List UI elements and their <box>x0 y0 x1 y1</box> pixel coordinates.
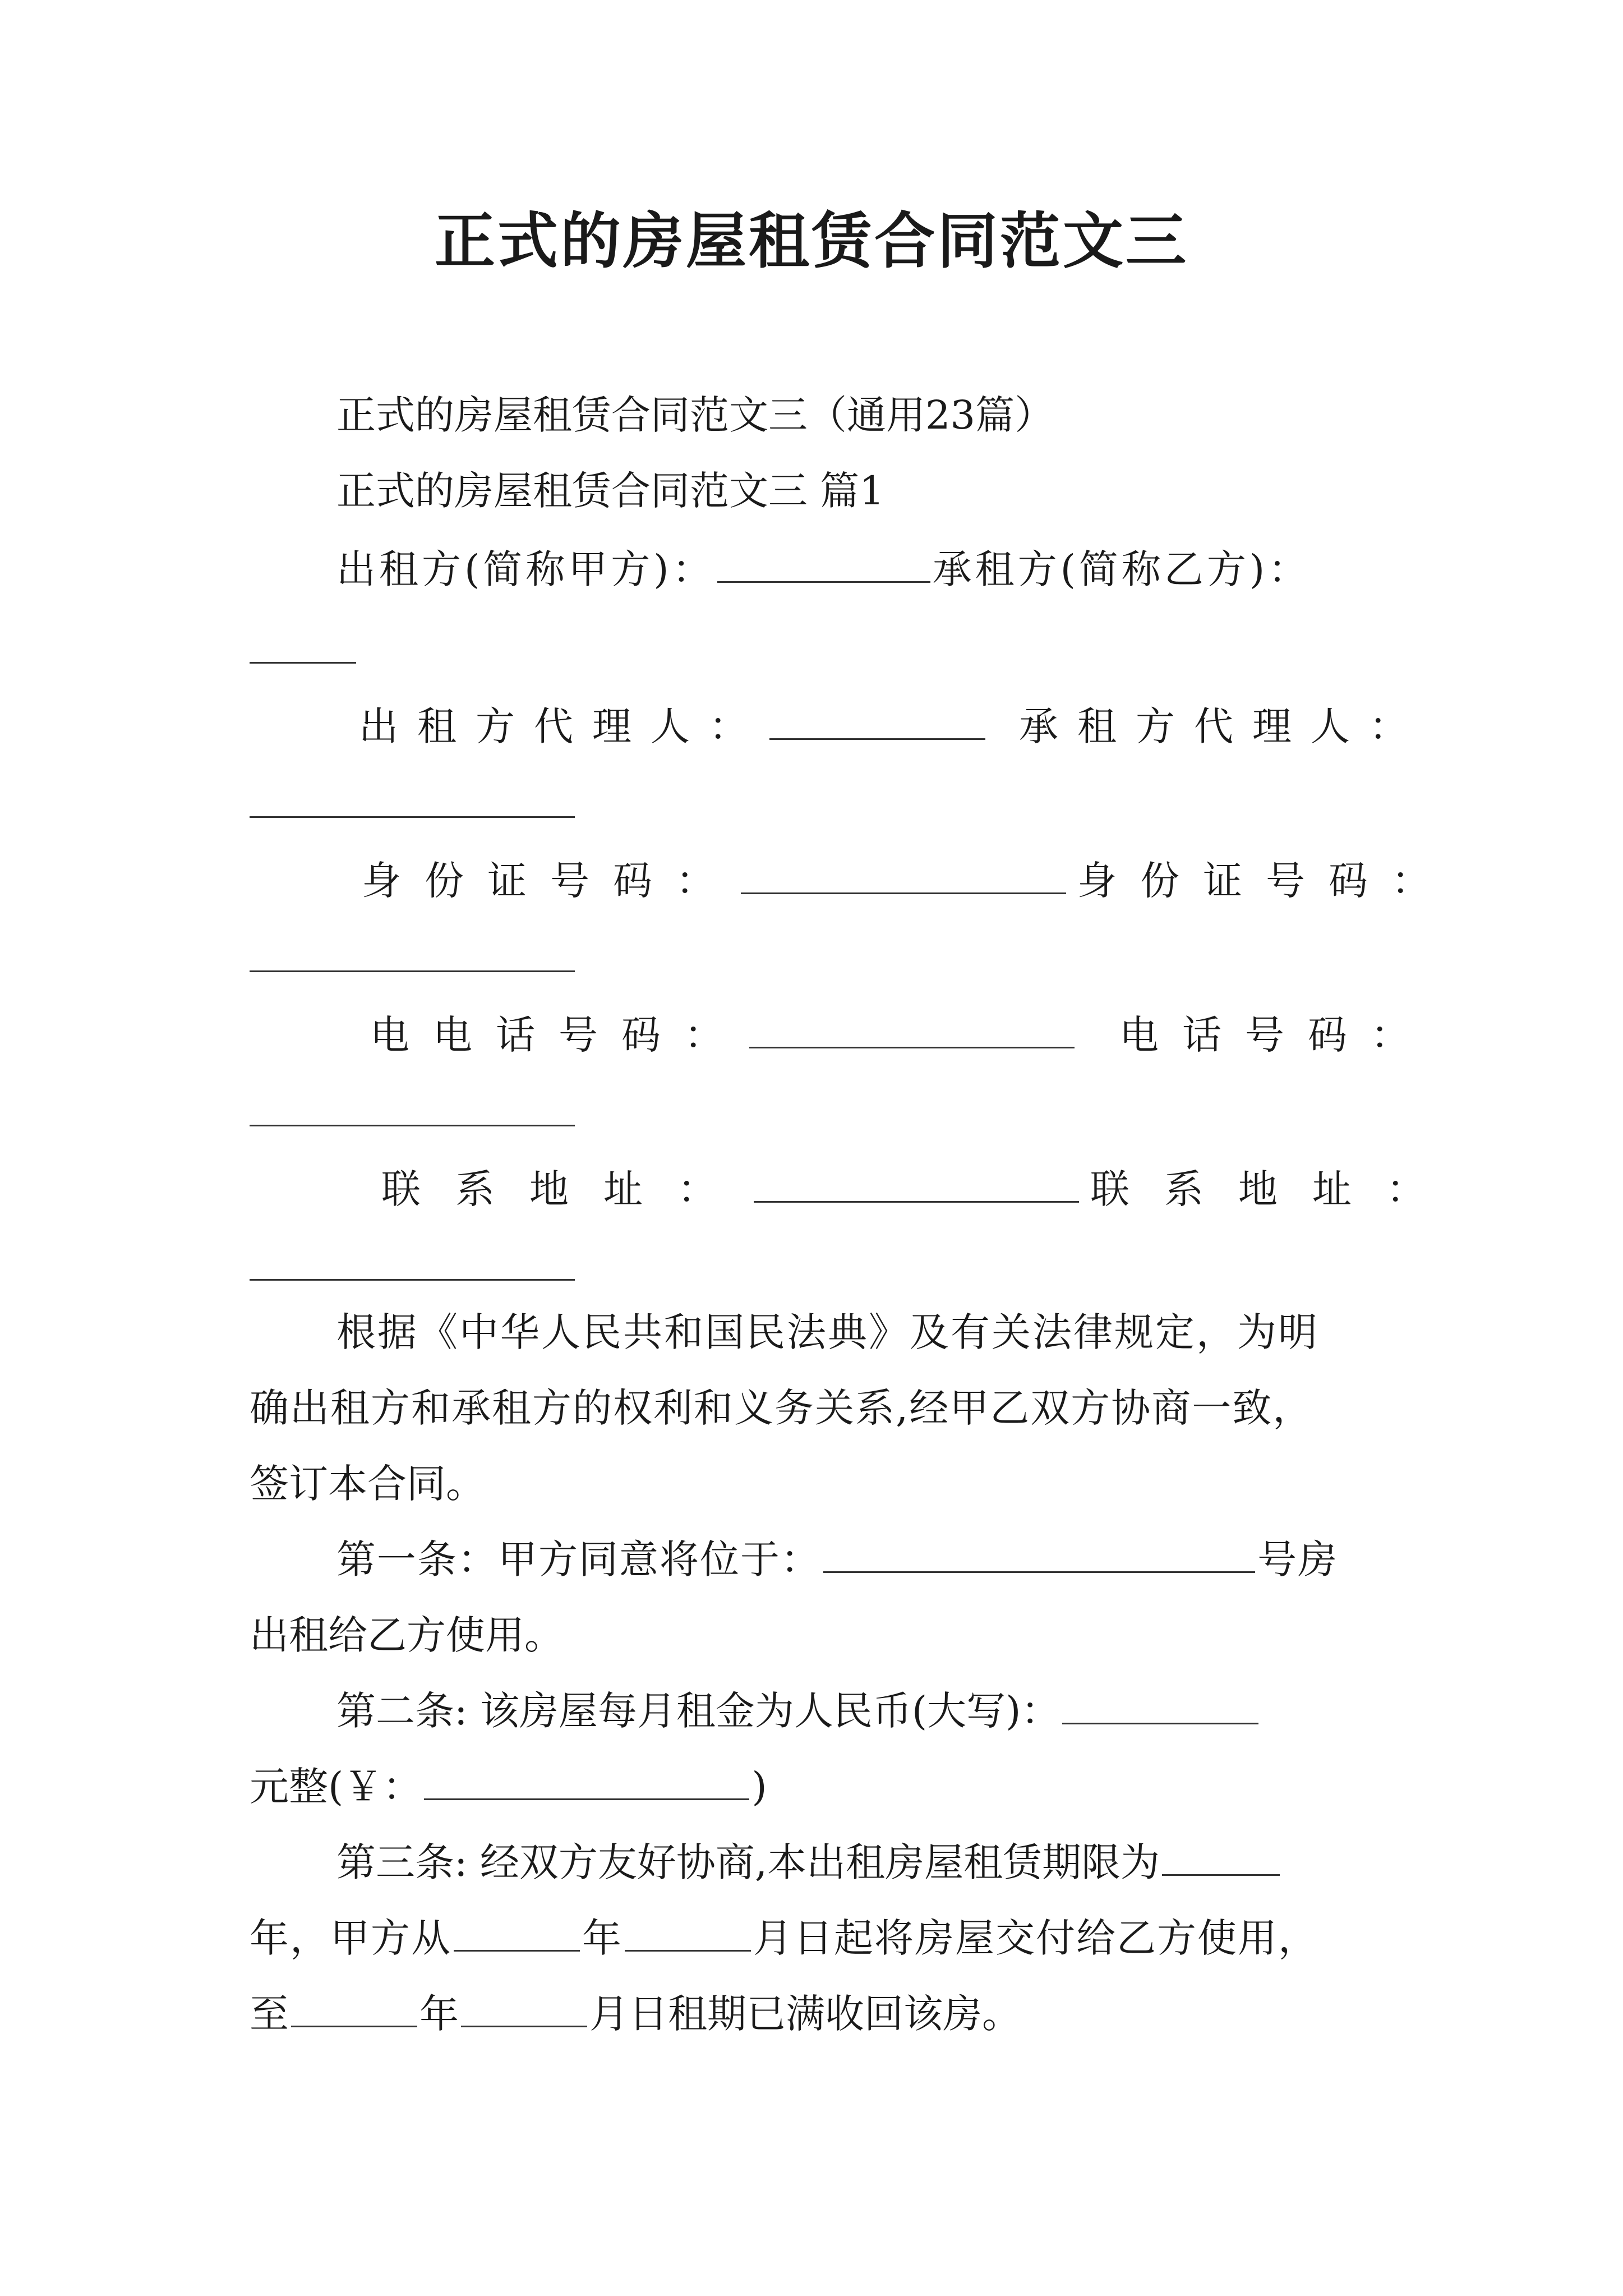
article-3-text: 第三条: 经双方友好协商,本出租房屋租赁期限为 <box>336 1839 1160 1885</box>
lessee-agent-blank[interactable] <box>250 816 575 818</box>
party-line-agent <box>359 698 1427 754</box>
article-3-line-1 <box>336 1834 1282 1890</box>
article-3-line-3 <box>250 1986 1021 2042</box>
id-blank-left[interactable] <box>741 853 1066 894</box>
lessor-blank[interactable] <box>717 542 930 583</box>
rent-amount-close: ) <box>751 1764 767 1810</box>
lessee-label: 承租方(简称乙方)： <box>932 546 1311 592</box>
address-blank-right[interactable] <box>250 1279 575 1281</box>
article-1-suffix: 号房 <box>1257 1536 1338 1582</box>
lessor-agent-blank[interactable] <box>769 699 985 740</box>
address-label-right: 联系地址： <box>1090 1166 1460 1212</box>
article-3-end-text: 月日租期已满收回该房。 <box>589 1991 1021 2037</box>
article-2-line-2 <box>250 1759 767 1815</box>
lessor-label: 出租方(简称甲方)： <box>336 546 715 592</box>
article-3-year-unit: 年 <box>582 1915 623 1961</box>
preamble-line-3: 签订本合同。 <box>250 1461 485 1507</box>
article-1-line-1 <box>336 1531 1338 1588</box>
lessee-blank[interactable] <box>250 662 356 664</box>
party-line-phone <box>370 1007 1433 1063</box>
house-address-blank[interactable] <box>823 1532 1255 1573</box>
id-label-left: 身份证号码： <box>362 858 739 904</box>
article-3-end-label: 至 <box>250 1991 289 2037</box>
article-2-text: 第二条: 该房屋每月租金为人民币(大写)： <box>336 1688 1061 1734</box>
article-3-year-label: 年，甲方从 <box>250 1915 451 1961</box>
article-3-delivery-text: 月日起将房屋交付给乙方使用， <box>753 1915 1318 1961</box>
preamble-line-1: 根据《中华人民共和国民法典》及有关法律规定，为明 <box>336 1309 1319 1355</box>
lessee-agent-label: 承租方代理人： <box>1019 703 1427 749</box>
end-year-blank[interactable] <box>291 1986 417 2027</box>
start-year-blank[interactable] <box>454 1911 580 1952</box>
party-line-address <box>381 1161 1460 1217</box>
address-blank-left[interactable] <box>754 1162 1079 1203</box>
article-1-text: 第一条：甲方同意将位于： <box>336 1536 821 1582</box>
party-line-lessor <box>336 541 1311 597</box>
phone-blank-right[interactable] <box>250 1125 575 1126</box>
id-blank-right[interactable] <box>250 970 575 972</box>
rent-amount-label: 元整(￥： <box>250 1764 422 1810</box>
phone-label-left: 电电话号码： <box>370 1012 747 1058</box>
party-line-id <box>362 853 1454 909</box>
article-1-line-2: 出租给乙方使用。 <box>250 1612 564 1658</box>
rent-uppercase-blank[interactable] <box>1062 1683 1258 1724</box>
lease-term-blank[interactable] <box>1162 1835 1280 1876</box>
phone-blank-left[interactable] <box>749 1007 1075 1048</box>
section-heading: 正式的房屋租赁合同范文三 篇1 <box>336 468 884 514</box>
start-month-blank[interactable] <box>625 1911 751 1952</box>
end-month-blank[interactable] <box>461 1986 587 2027</box>
page-title: 正式的房屋租赁合同范文三 <box>434 206 1188 277</box>
rent-amount-blank[interactable] <box>424 1759 749 1800</box>
article-3-end-year-unit: 年 <box>419 1991 459 2037</box>
article-3-line-2 <box>250 1910 1318 1966</box>
id-label-right: 身份证号码： <box>1077 858 1454 904</box>
address-label-left: 联系地址： <box>381 1166 751 1212</box>
lessor-agent-label: 出租方代理人： <box>359 703 767 749</box>
article-2-line-1 <box>336 1683 1261 1739</box>
document-subtitle: 正式的房屋租赁合同范文三（通用23篇） <box>336 392 1054 438</box>
preamble-line-2: 确出租方和承租方的权利和义务关系,经甲乙双方协商一致， <box>250 1385 1313 1431</box>
phone-label-right: 电话号码： <box>1119 1012 1433 1058</box>
